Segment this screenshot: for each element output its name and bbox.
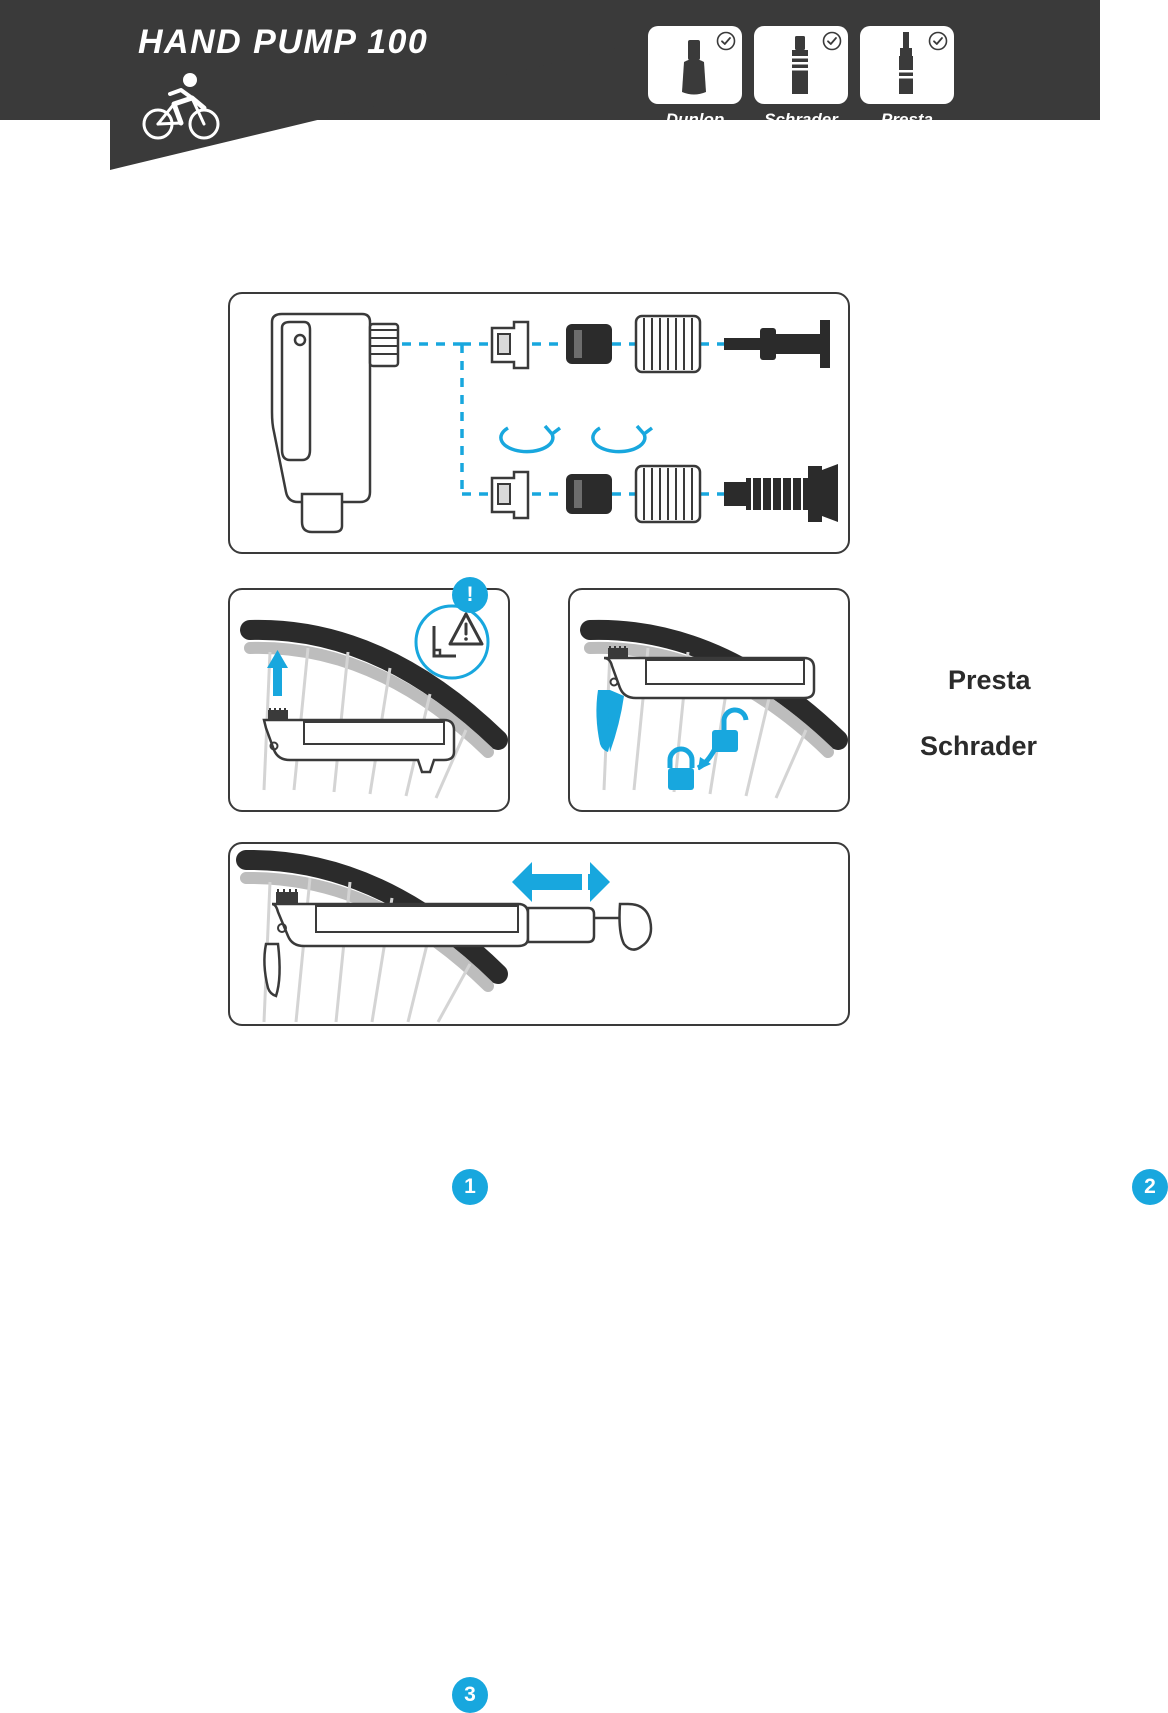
label-presta: Presta — [948, 665, 1031, 695]
step-3-badge: 3 — [452, 1677, 488, 1713]
valve-label: Presta — [881, 110, 933, 129]
panel-step-1 — [228, 588, 510, 1198]
presta-valve-card — [860, 26, 954, 104]
lock-closed-icon — [668, 749, 694, 790]
double-arrow-icon — [512, 862, 610, 902]
valve-item — [754, 26, 848, 130]
valve-item — [860, 26, 954, 130]
check-circle-icon — [716, 31, 736, 51]
cyclist-icon — [134, 68, 226, 140]
header — [0, 0, 1100, 170]
panel-step-3 — [228, 842, 850, 1706]
valve-adapter-illustration — [230, 294, 848, 552]
step-2-badge: 2 — [1132, 1169, 1168, 1205]
page-title: HAND PUMP 100 — [138, 23, 429, 61]
dunlop-valve-card — [648, 26, 742, 104]
pump-illustration — [264, 889, 651, 996]
schrader-adapter-parts — [492, 464, 838, 522]
check-circle-icon — [928, 31, 948, 51]
presta-adapter-parts — [492, 316, 830, 372]
check-circle-icon — [822, 31, 842, 51]
valve-label: Schrader — [764, 110, 838, 129]
step3-illustration — [230, 844, 848, 1024]
step1-illustration — [230, 590, 508, 810]
label-schrader: Schrader — [920, 731, 1038, 761]
valve-compatibility-list — [648, 26, 954, 130]
schrader-valve-card — [754, 26, 848, 104]
warning-badge: ! — [452, 577, 488, 613]
step2-illustration — [570, 590, 848, 810]
perpendicular-warning-icon — [416, 606, 488, 678]
rotation-arrows — [501, 426, 652, 452]
panel-valve-adapter-diagram — [228, 292, 1038, 761]
step-1-badge: 1 — [452, 1169, 488, 1205]
pump-attached-illustration — [596, 646, 814, 752]
valve-item — [648, 26, 742, 130]
pump-body-illustration — [272, 314, 398, 532]
valve-label: Dunlop — [665, 110, 725, 129]
